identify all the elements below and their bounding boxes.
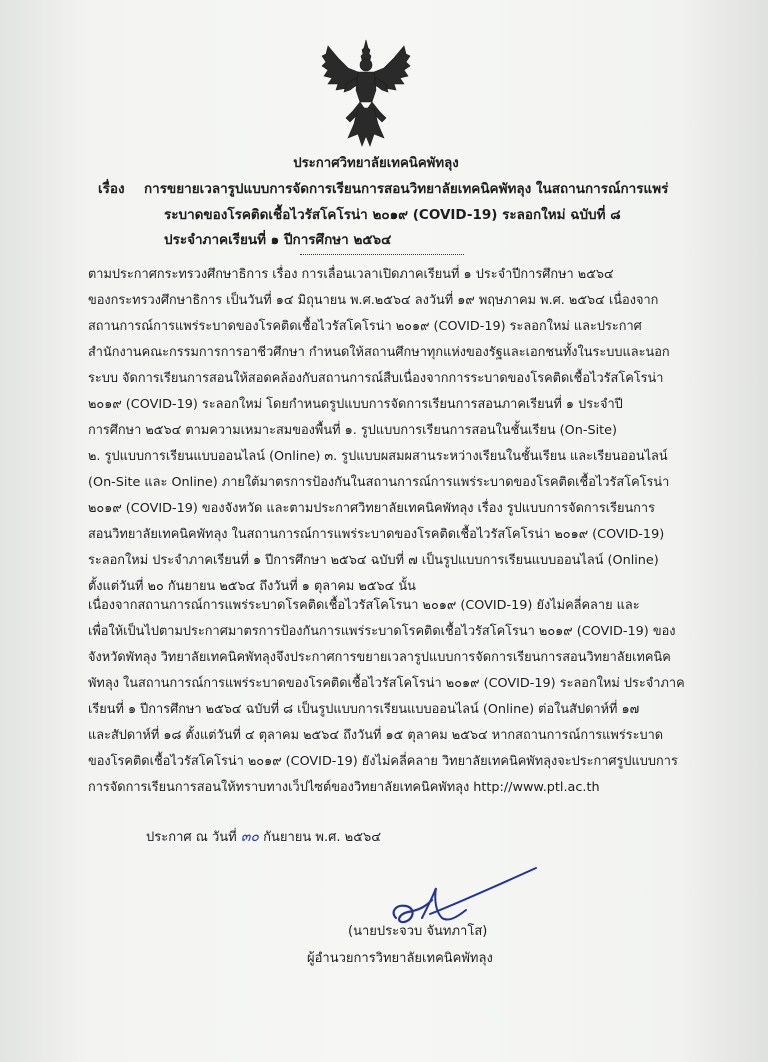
signer-position: ผู้อำนวยการวิทยาลัยเทคนิคพัทลุง: [307, 951, 493, 966]
dotted-divider: [300, 254, 464, 255]
paragraph-1: [88, 262, 670, 600]
paragraph-2: [88, 593, 685, 801]
paragraph-line: ตามประกาศกระทรวงศึกษาธิการ เรื่อง การเลื่อนเวลาเปิดภาคเรียนที่ ๑ ประจำปีการศึกษา ๒๕๖๔: [88, 267, 614, 282]
paragraph-line: สอนวิทยาลัยเทคนิคพัทลุง ในสถานการณ์การแพร่ระบาดของโรคติดเชื้อไวรัสโคโรน่า ๒๐๑๙ (COVID-19): [88, 527, 665, 542]
date-suffix: กันยายน พ.ศ. ๒๕๖๔: [258, 830, 382, 845]
paragraph-line: พัทลุง ในสถานการณ์การแพร่ระบาดของโรคติดเชื้อไวรัสโคโรน่า ๒๐๑๙ (COVID-19) ระลอกใหม่ ประจำภาค: [88, 676, 685, 691]
paragraph-line: สำนักงานคณะกรรมการการอาชีวศึกษา กำหนดให้สถานศึกษาทุกแห่งของรัฐและเอกชนทั้งในระบบและนอก: [88, 345, 670, 360]
paragraph-line: ตั้งแต่วันที่ ๒๐ กันยายน ๒๕๖๔ ถึงวันที่ ๑ ตุลาคม ๒๕๖๔ นั้น: [88, 579, 416, 594]
paragraph-line: ของโรคติดเชื้อไวรัสโคโรน่า ๒๐๑๙ (COVID-19) ยังไม่คลี่คลาย วิทยาลัยเทคนิคพัทลุงจะประกาศรูปแบบการ: [88, 754, 678, 769]
paragraph-line: (On-Site และ Online) ภายใต้มาตรการป้องกันในสถานการณ์การแพร่ระบาดของโรคติดเชื้อไวรัสโคโรน่า: [88, 475, 670, 490]
paragraph-line: จังหวัดพัทลุง วิทยาลัยเทคนิคพัทลุงจึงประกาศการขยายเวลารูปแบบการจัดการเรียนการสอนวิทยาลัยเทคนิค: [88, 650, 671, 665]
garuda-emblem-icon: [318, 38, 414, 150]
subject-line-1: [98, 179, 668, 199]
date-prefix: ประกาศ ณ วันที่: [146, 830, 241, 845]
paragraph-line: ระลอกใหม่ ประจำภาคเรียนที่ ๑ ปีการศึกษา ๒๕๖๔ ฉบับที่ ๗ เป็นรูปแบบการเรียนแบบออนไลน์ (Online): [88, 553, 659, 568]
subject-label: เรื่อง: [98, 181, 125, 197]
subject-line-3: ประจำภาคเรียนที่ ๑ ปีการศึกษา ๒๕๖๔: [164, 232, 392, 248]
paragraph-line: ๒. รูปแบบการเรียนแบบออนไลน์ (Online) ๓. รูปแบบผสมผสานระหว่างเรียนในชั้นเรียน และเรียนออนไลน์: [88, 449, 668, 464]
announcement-date: [146, 826, 381, 848]
paragraph-line: เรียนที่ ๑ ปีการศึกษา ๒๕๖๔ ฉบับที่ ๘ เป็นรูปแบบการเรียนแบบออนไลน์ (Online) ต่อในสัปดาห์ที่ ๑๗: [88, 702, 640, 717]
paragraph-line: ๒๐๑๙ (COVID-19) ระลอกใหม่ โดยกำหนดรูปแบบการจัดการเรียนการสอนภาคเรียนที่ ๑ ประจำปี: [88, 397, 623, 412]
paragraph-line: ของกระทรวงศึกษาธิการ เป็นวันที่ ๑๔ มิถุนายน พ.ศ.๒๕๖๔ ลงวันที่ ๑๙ พฤษภาคม พ.ศ. ๒๕๖๔ เนื่องจาก: [88, 293, 659, 308]
subject-text-1: การขยายเวลารูปแบบการจัดการเรียนการสอนวิทยาลัยเทคนิคพัทลุง ในสถานการณ์การแพร่: [144, 181, 669, 197]
date-day-handwritten: ๓๐: [240, 829, 259, 845]
paragraph-line: การศึกษา ๒๕๖๔ ตามความเหมาะสมของพื้นที่ ๑. รูปแบบการเรียนการสอนในชั้นเรียน (On-Site): [88, 423, 618, 438]
paragraph-line: เพื่อให้เป็นไปตามประกาศมาตรการป้องกันการแพร่ระบาดโรคติดเชื้อไวรัสโคโรนา ๒๐๑๙ (COVID-19) ของ: [88, 624, 676, 639]
paragraph-line: ระบบ จัดการเรียนการสอนให้สอดคล้องกับสถานการณ์สืบเนื่องจากการระบาดของโรคติดเชื้อไวรัสโคโรน่า: [88, 371, 664, 386]
subject-line-2: ระบาดของโรคติดเชื้อไวรัสโคโรน่า ๒๐๑๙ (COVID-19) ระลอกใหม่ ฉบับที่ ๘: [164, 207, 621, 223]
paragraph-line: ๒๐๑๙ (COVID-19) ของจังหวัด และตามประกาศวิทยาลัยเทคนิคพัทลุง เรื่อง รูปแบบการจัดการเรียนการ: [88, 501, 655, 516]
paragraph-line: เนื่องจากสถานการณ์การแพร่ระบาดโรคติดเชื้อไวรัสโคโรนา ๒๐๑๙ (COVID-19) ยังไม่คลี่คลาย และ: [88, 598, 640, 613]
paragraph-line: การจัดการเรียนการสอนให้ทราบทางเว็ปไซต์ของวิทยาลัยเทคนิคพัทลุง http://www.ptl.ac.th: [88, 780, 600, 795]
paragraph-line: สถานการณ์การแพร่ระบาดของโรคติดเชื้อไวรัสโคโรน่า ๒๐๑๙ (COVID-19) ระลอกใหม่ และประกาศ: [88, 319, 642, 334]
announcement-title: ประกาศวิทยาลัยเทคนิคพัทลุง: [293, 155, 459, 171]
paragraph-line: และสัปดาห์ที่ ๑๘ ตั้งแต่วันที่ ๔ ตุลาคม ๒๕๖๔ ถึงวันที่ ๑๕ ตุลาคม ๒๕๖๔ หากสถานการณ์การแพร่ระบาด: [88, 728, 664, 743]
signer-name: (นายประจวบ จันทภาโส): [348, 924, 488, 939]
